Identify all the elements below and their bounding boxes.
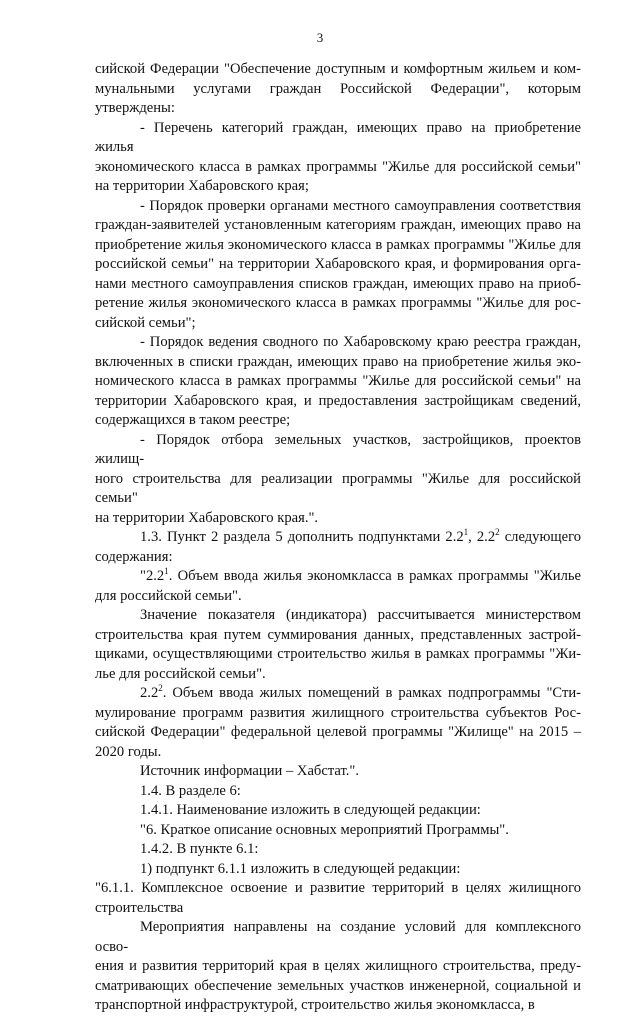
text-line: российской семьи" на территории Хабаровского края, и формирования орга- — [95, 256, 581, 272]
text-line: для российской семьи". — [95, 587, 242, 604]
text-line: мунальными услугами граждан Российской Федерации", которым утверждены: — [95, 80, 581, 116]
text-line: - Порядок отбора земельных участков, застройщиков, проектов жилищ- — [95, 431, 581, 467]
text-line: 1) подпункт 6.1.1 изложить в следующей редакции: — [140, 860, 461, 877]
text-line: Мероприятия направлены на создание условий для комплексного осво- — [95, 919, 581, 955]
text-line: "6.1.1. Комплексное освоение и развитие территорий в целях жилищного — [95, 880, 581, 896]
text-line: Значение показателя (индикатора) рассчитывается министерством — [140, 607, 581, 623]
text-line: 1.4. В разделе 6: — [140, 782, 241, 799]
text-line: 2020 годы. — [95, 743, 162, 760]
text-line: содержания: — [95, 548, 173, 565]
text-line: на территории Хабаровского края; — [95, 178, 309, 194]
text-line: сийской Федерации" федеральной целевой программы "Жилище" на 2015 – — [95, 724, 581, 740]
text-line: - Порядок ведения сводного по Хабаровскому краю реестра граждан, — [140, 334, 581, 350]
text-line: лье для российской семьи". — [95, 665, 266, 682]
text-line: сийской семьи"; — [95, 314, 196, 331]
text-line: мулирование программ развития жилищного строительства субъектов Рос- — [95, 704, 581, 721]
text-line: - Порядок проверки органами местного самоуправления соответствия — [140, 197, 581, 214]
text-line: транспортной инфраструктурой, строительство жилья экономкласса, в — [95, 997, 535, 1013]
text-line: номического класса в рамках программы "Жилье для российской семьи" на — [95, 373, 581, 389]
text-line: приобретение жилья экономического класса в рамках программы "Жилье для — [95, 236, 581, 253]
text-line: ения и развития территорий края в целях жилищного строительства, преду- — [95, 958, 581, 974]
text-line: 1.4.1. Наименование изложить в следующей редакции: — [140, 802, 481, 818]
text-line: 1.3. Пункт 2 раздела 5 дополнить подпунктами $2.2^1$, $2.2^2$ следующего — [140, 527, 581, 545]
text-line: включенных в списки граждан, имеющих право на приобретение жилья эко- — [95, 353, 581, 370]
page-number: 3 — [316, 30, 324, 45]
text-line: "$2.2^1$. Объем ввода жилья экономкласса в рамках программы "Жилье — [140, 566, 581, 584]
text-line: щиками, осуществляющими строительство жилья в рамках программы "Жи- — [95, 646, 581, 662]
text-line: граждан-заявителей установленным категориям граждан, имеющих право на — [95, 217, 581, 233]
text-line: на территории Хабаровского края.". — [95, 509, 319, 526]
text-line: 1.4.2. В пункте 6.1: — [140, 841, 259, 857]
text-line: экономического класса в рамках программы "Жилье для российской семьи" — [95, 158, 581, 175]
text-line: - Перечень категорий граждан, имеющих право на приобретение жилья — [95, 119, 581, 155]
text-line: сматривающих обеспечение земельных участков инженерной, социальной и — [95, 977, 581, 994]
text-line: Источник информации – Хабстат.". — [140, 763, 360, 779]
text-line: строительства — [95, 899, 184, 916]
text-line: содержащихся в таком реестре; — [95, 412, 291, 428]
text-line: строительства края путем суммирования данных, представленных застрой- — [95, 626, 581, 643]
text-line: ного строительства для реализации программы "Жилье для российской семьи" — [95, 470, 581, 506]
text-line: нами местного самоуправления списков граждан, имеющих право на приоб- — [95, 275, 581, 292]
text-line: $2.2^2$. Объем ввода жилых помещений в рамках подпрограммы "Сти- — [140, 683, 581, 701]
text-line: "6. Краткое описание основных мероприятий Программы". — [140, 821, 509, 838]
document-body — [95, 60, 581, 1016]
text-line: ретение жилья экономического класса в рамках программы "Жилье для рос- — [95, 295, 581, 311]
text-line: сийской Федерации "Обеспечение доступным и комфортным жильем и ком- — [95, 61, 581, 77]
text-line: территории Хабаровского края, и предоставления застройщикам сведений, — [95, 392, 581, 409]
